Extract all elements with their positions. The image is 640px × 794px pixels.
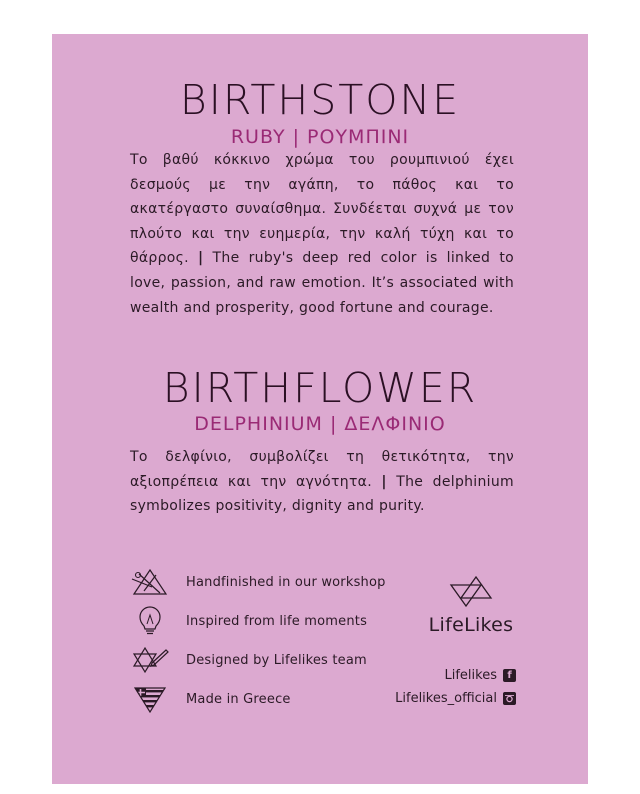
instagram-handle: Lifelikes_official xyxy=(395,691,497,706)
feature-label: Made in Greece xyxy=(186,691,291,707)
lifelikes-logo-icon xyxy=(447,574,495,608)
feature-label: Handfinished in our workshop xyxy=(186,574,386,590)
brand-logo xyxy=(416,574,526,636)
brand-name: LifeLikes xyxy=(428,614,514,636)
birthflower-heading: BIRTHFLOWER xyxy=(162,364,478,412)
feature-item xyxy=(130,567,386,597)
facebook-handle: Lifelikes xyxy=(444,668,497,683)
birthstone-subheading: RUBY | ΡΟΥΜΠΙΝΙ xyxy=(230,126,410,148)
design-pencil-icon xyxy=(130,645,170,675)
birthstone-description xyxy=(130,148,514,320)
instagram-link[interactable] xyxy=(395,691,516,706)
facebook-icon: f xyxy=(503,669,516,682)
facebook-link[interactable] xyxy=(445,668,517,683)
product-card xyxy=(52,34,588,784)
feature-item xyxy=(130,645,367,675)
workshop-tools-icon xyxy=(130,567,170,597)
birthstone-text-greek: Το βαθύ κόκκινο χρώμα του ρουμπινιού έχει δεσμούς με την αγάπη, το πάθος και το ακατέργαστο συναίσθημα. Συνδέεται συχνά με τον πλούτο και την ευημερία, την καλή τύχη και το θάρρος. xyxy=(130,152,514,267)
birthflower-subheading: DELPHINIUM | ΔΕΛΦΙΝΙΟ xyxy=(194,413,446,435)
feature-item xyxy=(130,606,367,636)
language-separator: | xyxy=(381,473,387,490)
lightbulb-icon xyxy=(130,606,170,636)
instagram-icon xyxy=(503,692,516,705)
feature-label: Inspired from life moments xyxy=(186,613,368,629)
feature-label: Designed by Lifelikes team xyxy=(186,652,367,668)
birthflower-description xyxy=(130,445,514,519)
language-separator: | xyxy=(198,250,204,267)
greek-flag-triangle-icon xyxy=(130,684,170,714)
birthstone-text-english: The ruby's deep red color is linked to love, passion, and raw emotion. It’s associated with wealth and prosperity, good fortune and courage. xyxy=(130,250,514,316)
birthflower-text-english: The delphinium symbolizes positivity, dignity and purity. xyxy=(130,473,514,515)
birthflower-text-greek: Το δελφίνιο, συμβολίζει τη θετικότητα, την αξιοπρέπεια και την αγνότητα. xyxy=(130,449,514,490)
feature-item xyxy=(130,684,291,714)
birthstone-heading: BIRTHSTONE xyxy=(179,76,461,124)
